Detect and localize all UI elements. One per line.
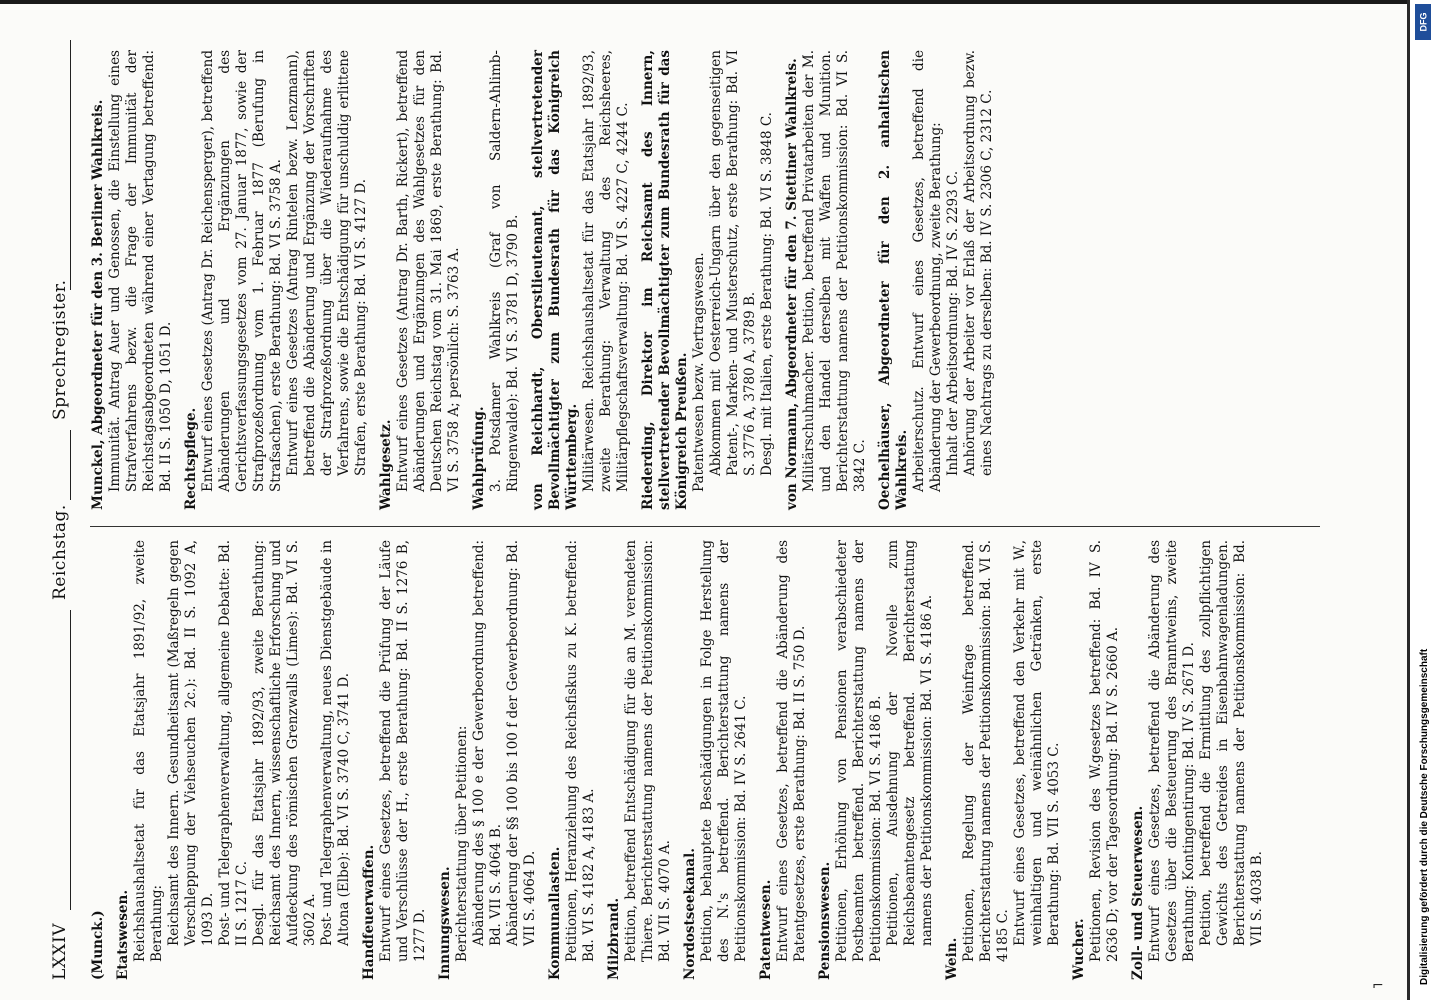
register-entry [90,540,107,980]
entry-line: Arbeiterschutz. Entwurf eines Gesetzes, betreffend die Abänderung der Gewerbeordnung, zweite Berathung: [911,50,944,492]
entry-heading: Zoll- und Steuerwesen. [1130,805,1146,980]
register-entry [784,50,869,510]
entry-line: Anhörung der Arbeiter vor Erlaß der Arbeitsordnung bezw. eines Nachtrags zu derselben: Bd. IV S. 2306 C, 2312 C. [962,50,995,476]
entry-heading: Handfeuerwaffen. [361,844,377,980]
section-title: Sprechregister. [50,279,70,420]
entry-heading: Wucher. [1071,918,1087,980]
entry-heading: Nordostseekanal. [682,847,698,980]
entry-heading: von Normann, Abgeordneter für den 7. Stettiner Wahlkreis. [784,58,800,510]
entry-heading: Riederding, Direktor im Reichsamt des Innern, stellvertretender Bevollmächtigter zum Bundesrath für das Königreich Preußen. [640,50,690,510]
entry-line: Petitionen, Revision des W.gesetzes betreffend: Bd. IV S. 2636 D; vor der Tagesordnung: Bd. IV S. 2660 A. [1088,540,1121,962]
entry-line: Militärwesen. Reichshaushaltsetat für das Etatsjahr 1892/93, zweite Berathung: Verwaltung des Reichsheeres, Militärpflegschaftsverwaltung: Bd. VI S. 4227 C, 4244 C. [581,50,631,492]
entry-line: Berichterstattung über Petitionen: [454,725,470,962]
entry-line: Petition, betreffend Entschädigung für die an M. verendeten Thiere. Berichterstattung namens der Petitionskommission: Bd. VII S. 4070 A. [623,540,673,962]
entry-line: Entwurf eines Gesetzes (Antrag Rintelen bezw. Lenzmann), betreffend die Abänderung und Ergänzung der Vorschriften der Strafprozeßordnung über die Wiederaufnahme des Verfahrens, sowie die Entschädigung für unschuldig erlittene Strafen, erste Berathung: Bd. VI S. 4127 D. [285,50,369,476]
right-column [90,50,1004,510]
entry-line: Petitionen, Erhöhung von Pensionen verabschiedeter Postbeamten betreffend. Berichterstattung namens der Petitionskommission: Bd. VI S. 4186 B. [834,540,884,962]
entry-heading: Kommunallasten. [547,846,563,980]
entry-line: Abänderung des § 100 e der Gewerbeordnung betreffend: Bd. VII S. 4064 B. [471,540,504,946]
register-entry [547,540,598,980]
entry-heading: Milzbrand. [606,897,622,980]
entry-line: Patentwesen bezw. Vertragswesen. [691,252,707,492]
register-entry [606,540,674,980]
digitization-credit: Digitalisierung gefördert durch die Deutsche Forschungsgemeinschaft [1419,648,1430,985]
entry-line: Entwurf eines Gesetzes (Antrag Dr. Barth, Rickert), betreffend Abänderungen und Ergänzungen des Wahlgesetzes für den Deutschen Reichstag vom 31. Mai 1869, erste Berathung: Bd. VI S. 3758 A; persönlich: S. 3763 A. [395,50,462,492]
register-entry [758,540,809,980]
entry-line: Entwurf eines Gesetzes, betreffend die Abänderung des Patentgesetzes, erste Berathung: Bd. II S. 750 D. [775,540,808,962]
entry-heading: Wahlprüfung. [471,406,487,510]
entry-line: Entwurf eines Gesetzes, betreffend die Abänderung des Gesetzes über die Besteuerung des Branntweins, zweite Berathung: Kontingentirung: Bd. IV S. 2671 D. [1147,540,1197,962]
entry-line: Reichsamt des Innern. Gesundheitsamt (Maßregeln gegen Verschleppung der Viehseuchen 2c.): Bd. II S. 1092 A, 1093 D. [166,540,216,946]
register-entry [183,50,370,510]
register-entry [115,540,353,980]
register-entry [640,50,776,510]
entry-line: Entwurf eines Gesetzes (Antrag Dr. Reichensperger), betreffend Abänderungen und Ergänzungen des Gerichtsverfassungsgesetzes vom 27. Januar 1877, sowie der Strafprozeßordnung vom 1. Februar 1877 (Berufung in Strafsachen), erste Berathung: Bd. VI S. 3758 A. [200,50,284,492]
entry-line: Militärschuhmacher. Petition, betreffend Privatarbeiten der M. und den Handel derselben mit Waffen und Munition. Berichterstattung namens der Petitionskommission: Bd. VI S. 3842 C. [801,50,868,492]
running-title: Reichstag. [50,504,70,600]
entry-heading: Rechtspflege. [183,407,199,510]
register-entry [817,540,936,980]
entry-heading: Munckel, Abgeordneter für den 3. Berliner Wahlkreis. [90,99,106,510]
corner-mark: ⌐ [1372,978,1384,994]
page-top-edge [0,0,1432,4]
entry-line: Desgl. mit Italien, erste Berathung: Bd. VI S. 3848 C. [759,112,775,476]
register-entry [877,50,996,510]
entry-heading: Wahlgesetz. [378,419,394,510]
entry-heading: Etatswesen. [115,889,131,980]
register-entry [361,540,429,980]
register-entry [682,540,750,980]
entry-line: Immunität. Antrag Auer und Genossen, die Einstellung eines Strafverfahrens bezw. die Frage der Immunität der Reichstagsabgeordneten während einer Vertagung betreffend: Bd. II S. 1050 D, 1051 D. [107,50,174,492]
entry-line: Desgl. für das Etatsjahr 1892/93, zweite Berathung: Reichsamt des Innern, wissenschaftliche Erforschung und Aufdeckung des römischen Grenzwalls (Limes): Bd. VI S. 3602 A. [251,540,318,946]
dfg-logo: DFG [1415,4,1431,40]
entry-line: 3. Potsdamer Wahlkreis (Graf von Saldern-Ahlimb-Ringenwalde): Bd. VI S. 3781 D, 3790 B. [488,50,521,492]
entry-line: Entwurf eines Gesetzes, betreffend die Prüfung der Läufe und Verschlüsse der H., erste Berathung: Bd. II S. 1276 B, 1277 D. [378,540,428,962]
entry-line: Petition, betreffend die Ermittlung des zollpflichtigen Gewichts des Getreides in Eisenbahnwagenladungen. Berichterstattung namens der Petitionskommission: Bd. VII S. 4038 B. [1198,540,1265,946]
entry-line: Petitionen, Regelung der Weinfrage betreffend. Berichterstattung namens der Petitionskommission: Bd. VI S. 4185 C. [961,540,1011,962]
page-number: LXXIV [50,923,70,980]
rotated-page-content [40,40,1370,980]
register-entry [471,50,522,510]
entry-line: Abänderung der §§ 100 bis 100 f der Gewerbeordnung: Bd. VII S. 4064 D. [505,540,538,946]
register-entry [1071,540,1122,980]
register-entry [378,50,463,510]
entry-heading: Wein. [944,937,960,980]
entry-line: Inhalt der Arbeitsordnung: Bd. IV S. 2293 C. [945,170,961,476]
entry-line: Petition, behauptete Beschädigungen in Folge Herstellung des N.'s betreffend. Berichterstattung namens der Petitionskommission: Bd. IV S. 2641 C. [699,540,749,962]
entry-line: Petitionen, Ausdehnung der Novelle zum Reichsbeamtengesetz betreffend. Berichterstattung namens der Petitionskommission: Bd. VI S. 4186 A. [885,540,935,946]
entry-heading: Innungswesen. [437,866,453,980]
left-column [90,540,1274,980]
header-rule [70,430,71,500]
entry-heading: von Reichhardt, Oberstlieutenant, stellvertretender Bevollmächtigter zum Bundesrath für das Königreich Württemberg. [530,50,580,510]
entry-line: Abkommen mit Oesterreich-Ungarn über den gegenseitigen Patent-, Marken- und Musterschutz, erste Berathung: Bd. VI S. 3776 A, 3780 A, 3789 B. [708,50,758,476]
entry-heading: Pensionswesen. [817,861,833,980]
entry-line: Entwurf eines Gesetzes, betreffend den Verkehr mit W., weinhaltigen und weinähnlichen Getränken, erste Berathung: Bd. VII S. 4053 C. [1012,540,1062,946]
register-entry [90,50,175,510]
register-entry [944,540,1063,980]
entry-line: Post- und Telegraphenverwaltung, allgemeine Debatte: Bd. II S. 1217 C. [217,540,250,946]
entry-heading: (Munck.) [90,910,106,980]
entry-heading: Oechelhäuser, Abgeordneter für den 2. anhaltischen Wahlkreis. [877,50,910,510]
entry-line: Post- und Telegraphenverwaltung, neues Dienstgebäude in Altona (Elbe): Bd. VI S. 3740 C, 3741 D. [319,540,352,946]
register-entry [1130,540,1266,980]
column-divider [90,526,1320,527]
entry-line: Reichshaushaltsetat für das Etatsjahr 1891/92, zweite Berathung: [132,540,165,962]
register-entry [530,50,632,510]
page-header [40,40,80,980]
header-rule [70,40,71,290]
header-rule [70,610,71,910]
register-entry [437,540,539,980]
entry-line: Petitionen, Heranziehung des Reichsfiskus zu K. betreffend: Bd. VI S. 4182 A, 4183 A. [564,540,597,962]
entry-heading: Patentwesen. [758,879,774,980]
